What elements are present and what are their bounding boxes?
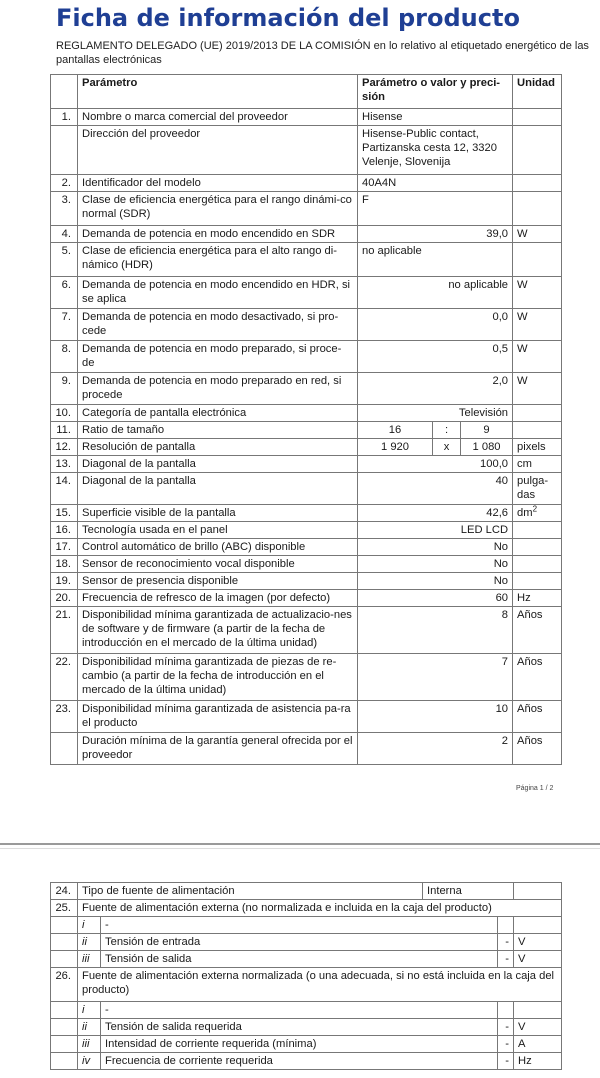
row-label: Categoría de pantalla electrónica bbox=[78, 405, 358, 422]
row-value: 100,0 bbox=[358, 456, 513, 473]
row-number: 14. bbox=[51, 473, 78, 505]
sub-label: Tensión de salida requerida bbox=[101, 1019, 498, 1036]
row-label: Nombre o marca comercial del proveedor bbox=[78, 109, 358, 126]
row-number bbox=[51, 1053, 78, 1070]
row-value: 39,0 bbox=[358, 226, 513, 243]
table-row bbox=[51, 456, 562, 473]
row-label: Disponibilidad mínima garantizada de asistencia pa-ra el producto bbox=[78, 701, 358, 733]
row-value: F bbox=[358, 192, 513, 226]
sub-value bbox=[498, 1002, 514, 1019]
table-row bbox=[51, 590, 562, 607]
table-row bbox=[51, 883, 562, 900]
sub-label: Frecuencia de corriente requerida bbox=[101, 1053, 498, 1070]
table-row bbox=[51, 109, 562, 126]
row-number bbox=[51, 733, 78, 765]
row-value: 8 bbox=[358, 607, 513, 654]
row-number: 13. bbox=[51, 456, 78, 473]
row-number: 22. bbox=[51, 654, 78, 701]
row-value: no aplicable bbox=[358, 277, 513, 309]
row-number bbox=[51, 1002, 78, 1019]
row-number: 19. bbox=[51, 573, 78, 590]
table-row bbox=[51, 654, 562, 701]
table-row bbox=[51, 473, 562, 505]
resolution-height: 1 080 bbox=[461, 439, 513, 456]
row-label: Identificador del modelo bbox=[78, 175, 358, 192]
row-label: Demanda de potencia en modo desactivado, si pro-cede bbox=[78, 309, 358, 341]
sub-unit: V bbox=[514, 951, 562, 968]
row-number: 2. bbox=[51, 175, 78, 192]
sub-index: iv bbox=[78, 1053, 101, 1070]
row-value: Hisense bbox=[358, 109, 513, 126]
row-label: Resolución de pantalla bbox=[78, 439, 358, 456]
row-unit: W bbox=[513, 226, 562, 243]
row-label: Dirección del proveedor bbox=[78, 126, 358, 175]
table-row bbox=[51, 522, 562, 539]
power-supply-table bbox=[50, 882, 562, 1070]
row-unit bbox=[513, 126, 562, 175]
page-divider bbox=[0, 843, 600, 845]
table-row bbox=[51, 226, 562, 243]
row-number: 20. bbox=[51, 590, 78, 607]
sub-unit bbox=[514, 1002, 562, 1019]
table-row bbox=[51, 192, 562, 226]
table-row bbox=[51, 505, 562, 522]
row-number: 26. bbox=[51, 968, 78, 1002]
table-subrow bbox=[51, 934, 562, 951]
table-row bbox=[51, 900, 562, 917]
row-value: no aplicable bbox=[358, 243, 513, 277]
row-number bbox=[51, 1036, 78, 1053]
row-unit: W bbox=[513, 373, 562, 405]
row-value: 2,0 bbox=[358, 373, 513, 405]
product-info-table bbox=[50, 74, 562, 765]
header-parametro: Parámetro bbox=[78, 75, 358, 109]
row-number: 4. bbox=[51, 226, 78, 243]
row-label: Demanda de potencia en modo preparado, si proce-de bbox=[78, 341, 358, 373]
row-value: 42,6 bbox=[358, 505, 513, 522]
page-title: Ficha de información del producto bbox=[56, 4, 520, 32]
row-number bbox=[51, 1019, 78, 1036]
row-number: 18. bbox=[51, 556, 78, 573]
table-row bbox=[51, 733, 562, 765]
table-row bbox=[51, 607, 562, 654]
row-number: 25. bbox=[51, 900, 78, 917]
row-number: 11. bbox=[51, 422, 78, 439]
row-number: 9. bbox=[51, 373, 78, 405]
ratio-separator: : bbox=[433, 422, 461, 439]
row-label: Frecuencia de refresco de la imagen (por defecto) bbox=[78, 590, 358, 607]
header-num-cell bbox=[51, 75, 78, 109]
row-value: 60 bbox=[358, 590, 513, 607]
row-number bbox=[51, 917, 78, 934]
resolution-separator: x bbox=[433, 439, 461, 456]
table-subrow bbox=[51, 1053, 562, 1070]
sub-label: Tensión de salida bbox=[101, 951, 498, 968]
table-row bbox=[51, 243, 562, 277]
sub-label: - bbox=[101, 917, 498, 934]
row-label: Disponibilidad mínima garantizada de actualizacio-nes de software y de firmware (a partir de la fecha de introducción en el mercado de la última unidad) bbox=[78, 607, 358, 654]
row-label: Tipo de fuente de alimentación bbox=[78, 883, 423, 900]
table-row bbox=[51, 126, 562, 175]
sub-index: i bbox=[78, 917, 101, 934]
row-label: Clase de eficiencia energética para el rango dinámi-co normal (SDR) bbox=[78, 192, 358, 226]
row-unit bbox=[513, 505, 562, 522]
row-unit bbox=[513, 422, 562, 439]
row-label: Clase de eficiencia energética para el alto rango di-námico (HDR) bbox=[78, 243, 358, 277]
sub-label: - bbox=[101, 1002, 498, 1019]
sub-label: Intensidad de corriente requerida (mínima) bbox=[101, 1036, 498, 1053]
row-number: 10. bbox=[51, 405, 78, 422]
table-row bbox=[51, 701, 562, 733]
unit-exponent: 2 bbox=[532, 504, 538, 514]
row-label: Sensor de reconocimiento vocal disponible bbox=[78, 556, 358, 573]
row-unit bbox=[513, 109, 562, 126]
row-unit: cm bbox=[513, 456, 562, 473]
row-value: LED LCD bbox=[358, 522, 513, 539]
row-label: Sensor de presencia disponible bbox=[78, 573, 358, 590]
sub-index: ii bbox=[78, 1019, 101, 1036]
row-unit: W bbox=[513, 309, 562, 341]
table-subrow bbox=[51, 1019, 562, 1036]
row-label: Diagonal de la pantalla bbox=[78, 473, 358, 505]
table-row bbox=[51, 405, 562, 422]
row-value: No bbox=[358, 556, 513, 573]
row-label: Tecnología usada en el panel bbox=[78, 522, 358, 539]
sub-value: - bbox=[498, 951, 514, 968]
row-number bbox=[51, 951, 78, 968]
row-number: 3. bbox=[51, 192, 78, 226]
row-value: No bbox=[358, 573, 513, 590]
row-label: Superficie visible de la pantalla bbox=[78, 505, 358, 522]
table-row bbox=[51, 573, 562, 590]
header-unidad: Unidad bbox=[513, 75, 562, 109]
row-label: Ratio de tamaño bbox=[78, 422, 358, 439]
ratio-height: 9 bbox=[461, 422, 513, 439]
row-number: 7. bbox=[51, 309, 78, 341]
row-unit bbox=[514, 883, 562, 900]
row-label: Control automático de brillo (ABC) disponible bbox=[78, 539, 358, 556]
row-unit bbox=[513, 522, 562, 539]
sub-index: ii bbox=[78, 934, 101, 951]
row-number bbox=[51, 934, 78, 951]
row-value: 0,5 bbox=[358, 341, 513, 373]
row-value: 40 bbox=[358, 473, 513, 505]
row-unit bbox=[513, 573, 562, 590]
sub-unit: Hz bbox=[514, 1053, 562, 1070]
regulation-subtitle: REGLAMENTO DELEGADO (UE) 2019/2013 DE LA COMISIÓN en lo relativo al etiquetado energético de las pantallas electrónicas bbox=[56, 40, 589, 66]
table-row bbox=[51, 422, 562, 439]
row-label: Duración mínima de la garantía general ofrecida por el proveedor bbox=[78, 733, 358, 765]
row-value: Hisense-Public contact, Partizanska cesta 12, 3320 Velenje, Slovenija bbox=[358, 126, 513, 175]
ratio-width: 16 bbox=[358, 422, 433, 439]
table-row bbox=[51, 439, 562, 456]
row-number: 16. bbox=[51, 522, 78, 539]
row-unit: Hz bbox=[513, 590, 562, 607]
row-label: Demanda de potencia en modo preparado en red, si procede bbox=[78, 373, 358, 405]
row-value: 7 bbox=[358, 654, 513, 701]
table-subrow bbox=[51, 951, 562, 968]
row-number: 17. bbox=[51, 539, 78, 556]
row-value: No bbox=[358, 539, 513, 556]
row-value: 10 bbox=[358, 701, 513, 733]
row-number: 5. bbox=[51, 243, 78, 277]
row-label: Diagonal de la pantalla bbox=[78, 456, 358, 473]
row-label: Demanda de potencia en modo encendido en HDR, si se aplica bbox=[78, 277, 358, 309]
table-subrow bbox=[51, 1036, 562, 1053]
sub-unit: A bbox=[514, 1036, 562, 1053]
resolution-width: 1 920 bbox=[358, 439, 433, 456]
sub-label: Tensión de entrada bbox=[101, 934, 498, 951]
header-valor: Parámetro o valor y preci-sión bbox=[358, 75, 513, 109]
row-unit: pixels bbox=[513, 439, 562, 456]
table-row bbox=[51, 539, 562, 556]
row-unit: Años bbox=[513, 733, 562, 765]
table-row bbox=[51, 341, 562, 373]
sub-value: - bbox=[498, 1053, 514, 1070]
row-unit bbox=[513, 175, 562, 192]
unit-base: dm bbox=[517, 507, 533, 519]
sub-value: - bbox=[498, 934, 514, 951]
row-unit bbox=[513, 539, 562, 556]
row-number: 12. bbox=[51, 439, 78, 456]
row-label: Disponibilidad mínima garantizada de piezas de re-cambio (a partir de la fecha de introducción en el mercado de la última unidad) bbox=[78, 654, 358, 701]
row-unit: pulga-das bbox=[513, 473, 562, 505]
row-value: 2 bbox=[358, 733, 513, 765]
sub-value: - bbox=[498, 1019, 514, 1036]
table-row bbox=[51, 175, 562, 192]
row-number: 23. bbox=[51, 701, 78, 733]
row-number: 1. bbox=[51, 109, 78, 126]
table-row bbox=[51, 556, 562, 573]
sub-unit bbox=[514, 917, 562, 934]
row-number: 6. bbox=[51, 277, 78, 309]
row-unit: W bbox=[513, 341, 562, 373]
row-value: Interna bbox=[423, 883, 514, 900]
table-row bbox=[51, 309, 562, 341]
row-number: 8. bbox=[51, 341, 78, 373]
sub-index: i bbox=[78, 1002, 101, 1019]
row-unit bbox=[513, 405, 562, 422]
row-number: 24. bbox=[51, 883, 78, 900]
sub-unit: V bbox=[514, 1019, 562, 1036]
row-number: 21. bbox=[51, 607, 78, 654]
page-divider-shadow bbox=[0, 848, 600, 849]
row-number: 15. bbox=[51, 505, 78, 522]
row-label: Fuente de alimentación externa (no normalizada e incluida en la caja del producto) bbox=[78, 900, 562, 917]
sub-index: iii bbox=[78, 951, 101, 968]
table-row bbox=[51, 968, 562, 1002]
row-unit: Años bbox=[513, 701, 562, 733]
row-value: Televisión bbox=[358, 405, 513, 422]
table-row bbox=[51, 277, 562, 309]
row-unit bbox=[513, 556, 562, 573]
row-value: 0,0 bbox=[358, 309, 513, 341]
row-value: 40A4N bbox=[358, 175, 513, 192]
table-header-row bbox=[51, 75, 562, 109]
table-row bbox=[51, 373, 562, 405]
row-unit: Años bbox=[513, 607, 562, 654]
row-label: Fuente de alimentación externa normalizada (o una adecuada, si no está incluida en la caja del producto) bbox=[78, 968, 562, 1002]
sub-value: - bbox=[498, 1036, 514, 1053]
page-number: Página 1 / 2 bbox=[516, 785, 554, 792]
row-number bbox=[51, 126, 78, 175]
row-label: Demanda de potencia en modo encendido en SDR bbox=[78, 226, 358, 243]
sub-value bbox=[498, 917, 514, 934]
row-unit: Años bbox=[513, 654, 562, 701]
sub-unit: V bbox=[514, 934, 562, 951]
row-unit bbox=[513, 192, 562, 226]
row-unit bbox=[513, 243, 562, 277]
table-subrow bbox=[51, 1002, 562, 1019]
row-unit: W bbox=[513, 277, 562, 309]
sub-index: iii bbox=[78, 1036, 101, 1053]
table-subrow bbox=[51, 917, 562, 934]
